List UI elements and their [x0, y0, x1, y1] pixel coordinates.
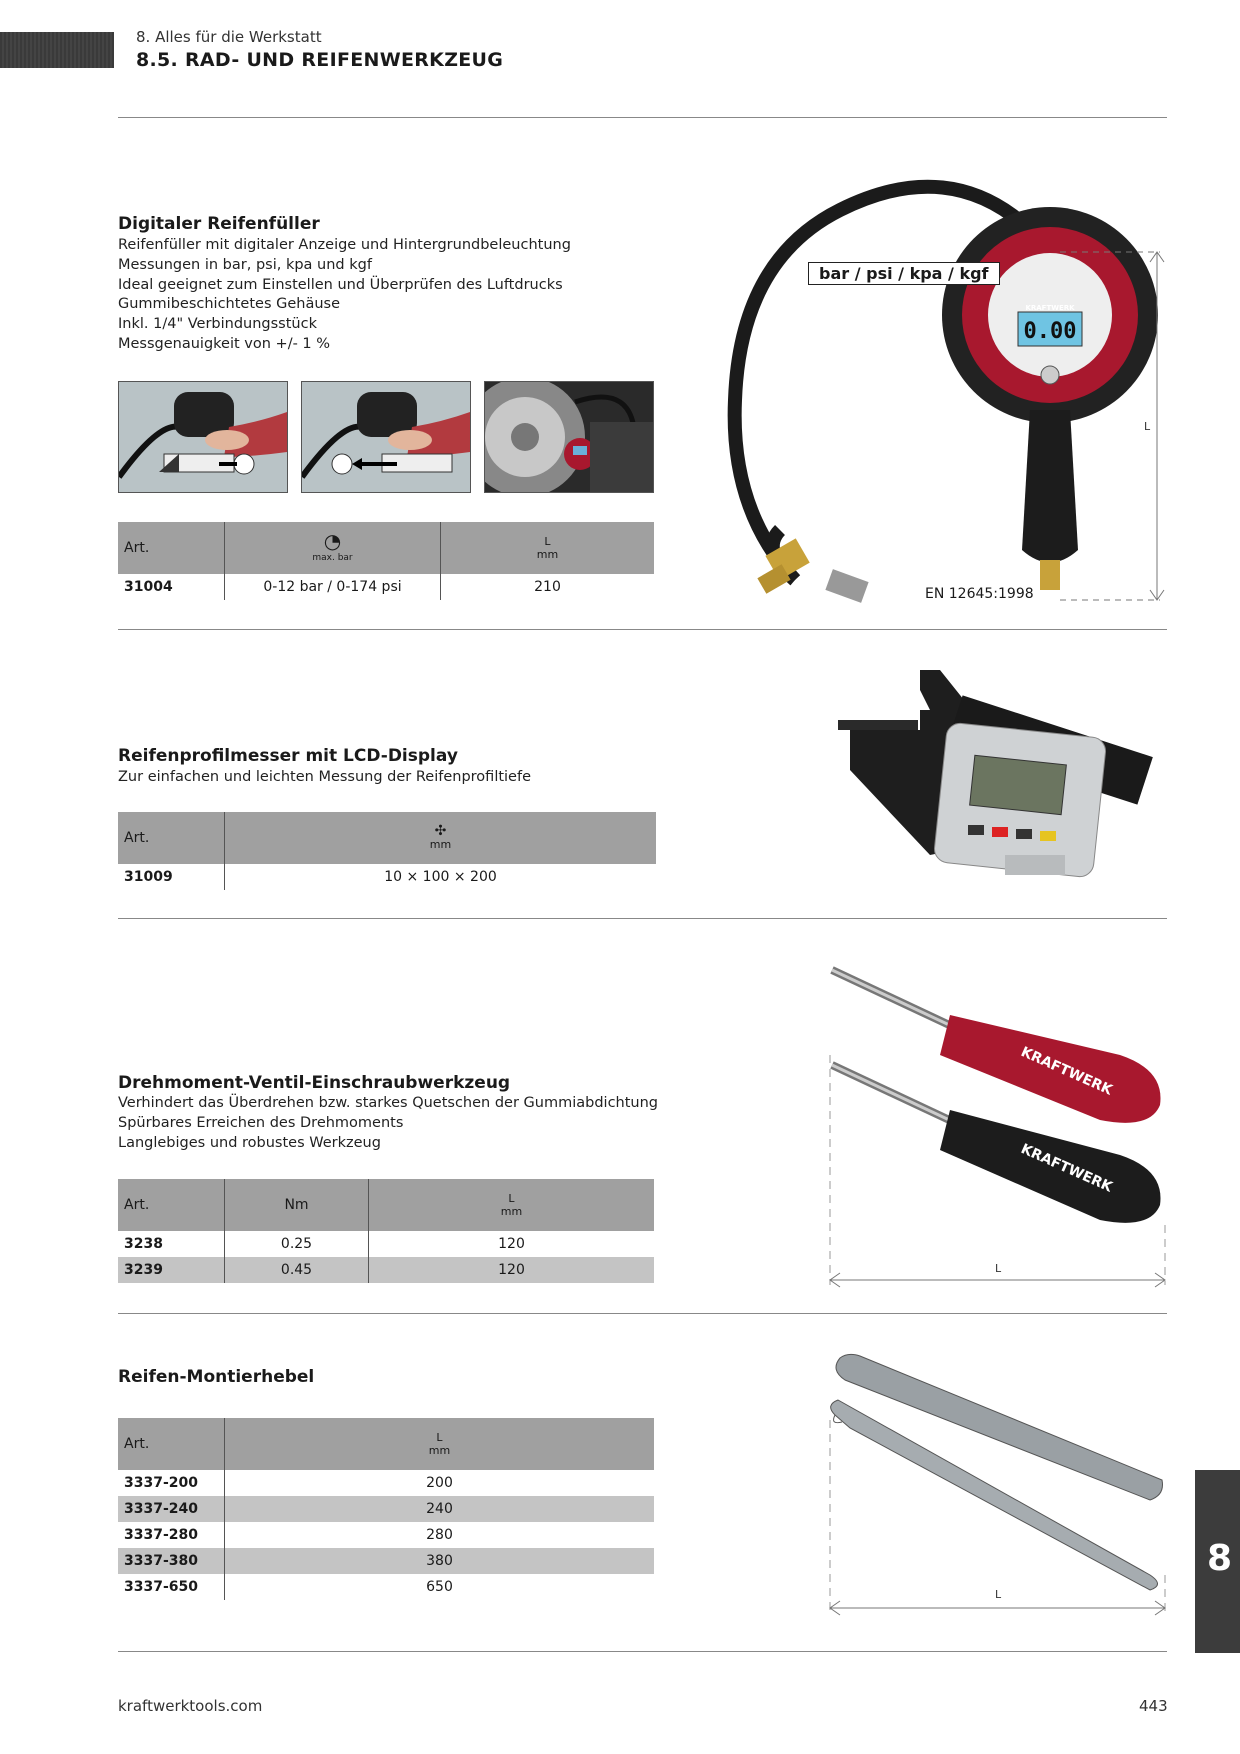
- usage-photo-wheel: [484, 381, 654, 493]
- product2-title: Reifenprofilmesser mit LCD-Display: [118, 746, 458, 766]
- divider: [118, 629, 1167, 630]
- col-torque: Nm: [225, 1179, 369, 1231]
- divider: [118, 1651, 1167, 1652]
- usage-photo-release: [301, 381, 471, 493]
- col-length: L mm: [225, 1418, 655, 1470]
- valve-torque-tool-image: [820, 955, 1170, 1295]
- col-length: L mm: [441, 522, 655, 574]
- table-row: 3337-200 200: [118, 1470, 654, 1496]
- chapter-title: 8. Alles für die Werkstatt: [136, 28, 322, 46]
- gauge-brand: KRAFTWERK: [1025, 304, 1075, 312]
- unit-callout: bar / psi / kpa / kgf: [808, 262, 1000, 285]
- product2-spec-table: [118, 812, 656, 890]
- col-art: Art.: [118, 522, 225, 574]
- pressure-gauge-icon: ◔: [323, 529, 342, 553]
- table-row: 3337-380 380: [118, 1548, 654, 1574]
- product4-title: Reifen-Montierhebel: [118, 1367, 315, 1387]
- dimensions-icon: ✣: [434, 823, 447, 839]
- col-art: Art.: [118, 812, 225, 864]
- product2-description: Zur einfachen und leichten Messung der Reifenprofiltiefe: [118, 769, 532, 785]
- product3-spec-table: [118, 1179, 654, 1283]
- table-row: 31004 0-12 bar / 0-174 psi 210: [118, 574, 654, 600]
- footer-url[interactable]: kraftwerktools.com: [118, 1697, 263, 1715]
- col-pressure: ◔ max. bar: [225, 522, 441, 574]
- tread-depth-gauge-image: [830, 660, 1160, 900]
- section-title: 8.5. RAD- UND REIFENWERKZEUG: [136, 49, 504, 71]
- divider: [118, 117, 1167, 118]
- table-row: 3239 0.45 120: [118, 1257, 654, 1283]
- col-art: Art.: [118, 1179, 225, 1231]
- table-row: 3337-240 240: [118, 1496, 654, 1522]
- dim-label: L: [995, 1262, 1002, 1275]
- table-row: 3337-280 280: [118, 1522, 654, 1548]
- tire-inflator-image: [700, 150, 1170, 620]
- page-number: 443: [1139, 1697, 1168, 1715]
- col-art: Art.: [118, 1418, 225, 1470]
- table-row: 3337-650 650: [118, 1574, 654, 1600]
- chapter-tab[interactable]: 8: [1195, 1470, 1240, 1653]
- gauge-display: 0.00: [1023, 319, 1077, 344]
- usage-photo-inflate: [118, 381, 288, 493]
- brand-black: KRAFTWERK: [1018, 1141, 1115, 1196]
- brand-red: KRAFTWERK: [1018, 1044, 1115, 1099]
- product1-description: Reifenfüller mit digitaler Anzeige und Hintergrundbeleuchtung Messungen in bar, psi, kpa und kgf Ideal geeignet zum Einstellen und Überprüfen des Luftdrucks Gummibeschichtetes Gehäuse Inkl. 1/4" Verbindungsstück Messgenauigkeit von +/- 1 %: [118, 237, 571, 352]
- product1-title: Digitaler Reifenfüller: [118, 214, 320, 234]
- table-row: 3238 0.25 120: [118, 1231, 654, 1257]
- col-length: L mm: [369, 1179, 655, 1231]
- tire-lever-image: [820, 1350, 1170, 1620]
- table-row: 31009 10 × 100 × 200: [118, 864, 656, 890]
- product1-spec-table: [118, 522, 654, 600]
- product3-description: Verhindert das Überdrehen bzw. starkes Quetschen der Gummiabdichtung Spürbares Erreichen des Drehmoments Langlebiges und robustes Werkzeug: [118, 1095, 658, 1151]
- product4-spec-table: [118, 1418, 654, 1600]
- dim-label: L: [1144, 420, 1151, 433]
- col-dimensions: ✣ mm: [225, 812, 657, 864]
- divider: [118, 918, 1167, 919]
- standard-label: EN 12645:1998: [925, 586, 1034, 602]
- header-decor-bar: [0, 32, 114, 68]
- divider: [118, 1313, 1167, 1314]
- product3-title: Drehmoment-Ventil-Einschraubwerkzeug: [118, 1073, 511, 1093]
- dim-label: L: [995, 1588, 1002, 1601]
